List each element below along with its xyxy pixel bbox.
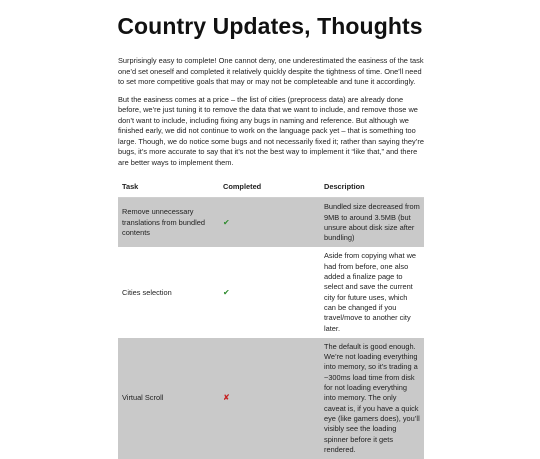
task-cell: Cities selection	[122, 287, 172, 297]
table-row	[118, 198, 424, 248]
details-paragraph: But the easiness comes at a price – the list of cities (preprocess data) are already done before, we’re just tuning it to remove the data that we want to include, and remove those we don’t want to include, including fixing any bugs in naming and reference. But although we finished early, we did not continue to work on the language pack yet – that is something too large. Though, we do notice some bugs and not necessarily fixed it; rather than saying they’re bugs, it’s more accurate to say that it’s not the best way to implement it “like that,” and there are better ways to implement them.	[118, 94, 424, 167]
page-title: Country Updates, Thoughts	[117, 13, 423, 39]
header-description: Description	[320, 177, 424, 198]
task-cell: Remove unnecessary translations from bundled contents	[118, 198, 219, 248]
check-icon: ✔	[223, 287, 230, 297]
header-completed: Completed	[219, 177, 320, 198]
completed-cell	[219, 247, 320, 337]
table-header-row	[118, 177, 424, 198]
task-table	[118, 177, 424, 459]
completed-cell	[219, 198, 320, 248]
description-cell: Bundled size decreased from 9MB to around 3.5MB (but unsure about disk size after bundling)	[320, 198, 424, 248]
intro-paragraph: Surprisingly easy to complete! One cannot deny, one underestimated the easiness of the task one’d set oneself and completed it relatively quickly despite the tightness of time. One’ll need to set more competitive goals that may or may not be completeable and tune it accordingly.	[118, 56, 424, 86]
cross-icon: ✘	[223, 393, 230, 403]
table-row	[118, 247, 424, 337]
table-row	[118, 338, 424, 459]
description-cell: Aside from copying what we had from before, one also added a finalize page to select and save the current city for future uses, which can be changed if you travel/move to another city later.	[324, 251, 417, 333]
header-task: Task	[118, 177, 219, 198]
description-cell: The default is good enough. We’re not loading everything into memory, so it’s trading a ~300ms load time from disk for not loading everything into memory. The only caveat is, if you have a quick eye (like gamers does), you’ll visibly see the loading spinner before it gets rendered.	[320, 338, 424, 459]
completed-cell	[219, 338, 320, 459]
task-cell: Virtual Scroll	[118, 338, 219, 459]
check-icon: ✔	[223, 217, 230, 227]
article-body	[118, 56, 424, 459]
